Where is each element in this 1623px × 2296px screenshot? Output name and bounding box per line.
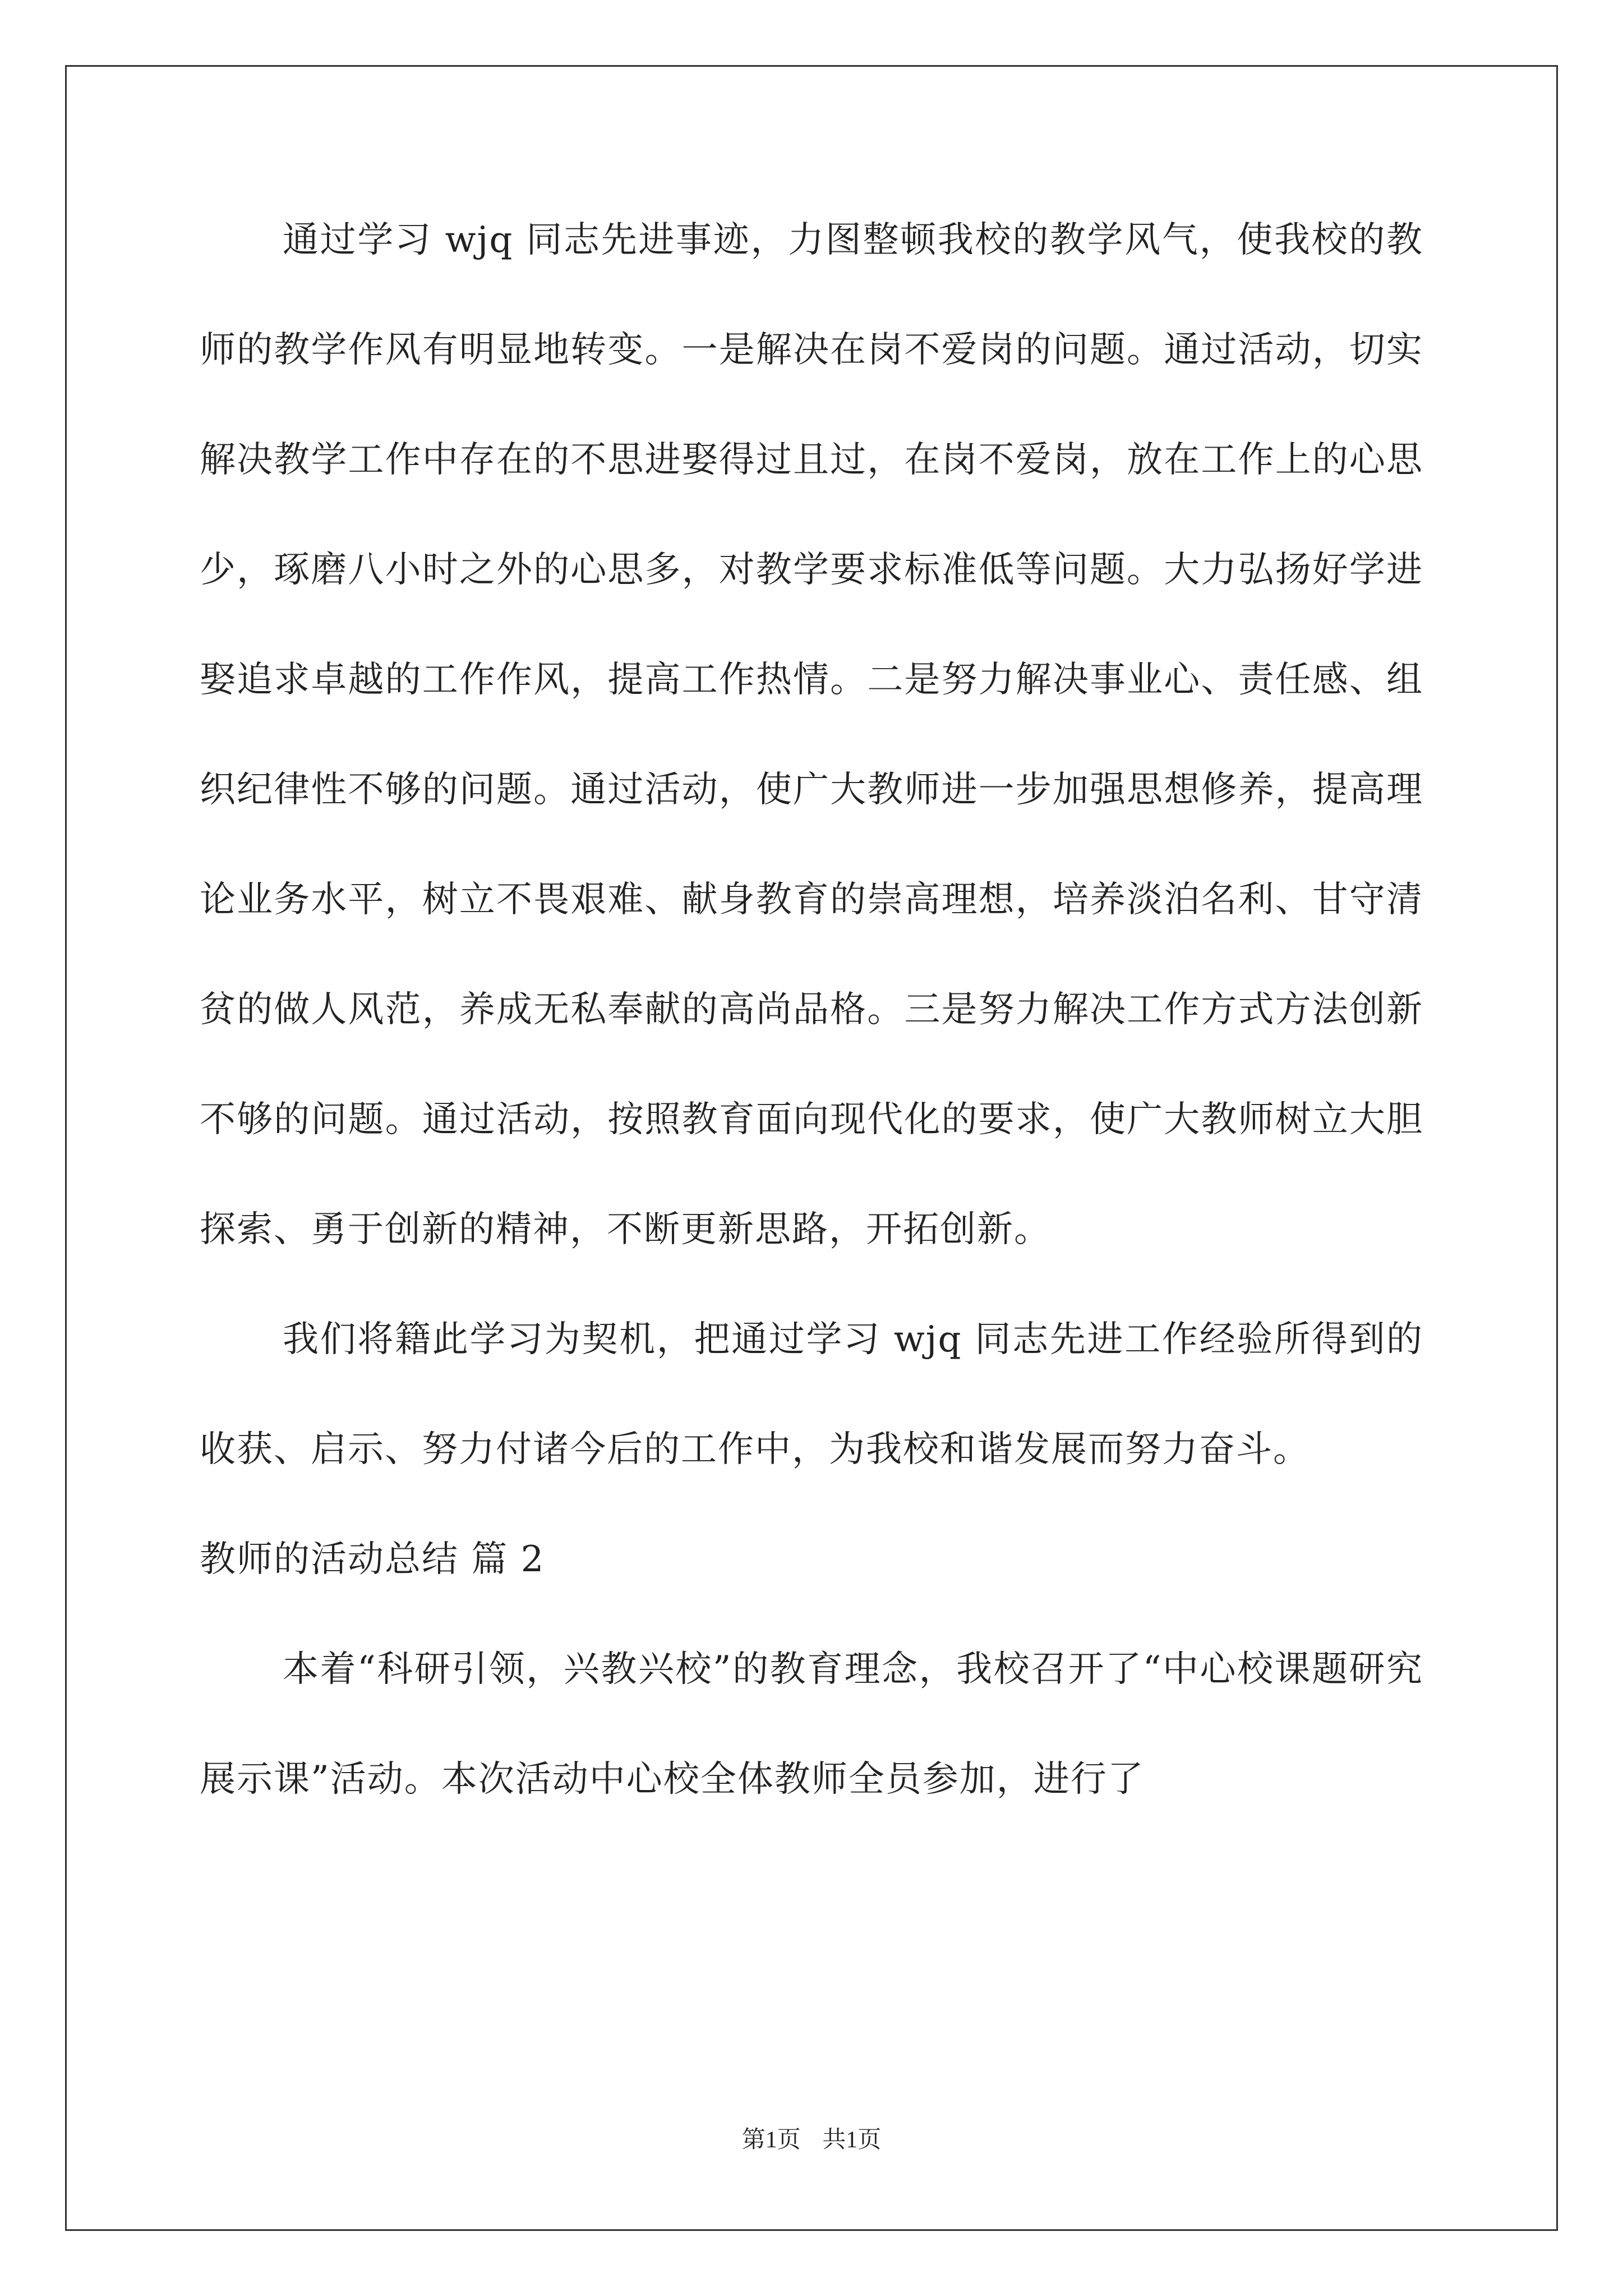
paragraph-3: 本着“科研引领，兴教兴校”的教育理念，我校召开了“中心校课题研究展示课”活动。本次活动中心校全体教师全员参加，进行了 — [200, 1649, 1423, 1800]
paragraph-1: 通过学习 wjq 同志先进事迹，力图整顿我校的教学风气，使我校的教师的教学作风有明显地转变。一是解决在岗不爱岗的问题。通过活动，切实解决教学工作中存在的不思进娶得过且过，在岗不爱岗，放在工作上的心思少，琢磨八小时之外的心思多，对教学要求标准低等问题。大力弘扬好学进娶追求卓越的工作作风，提高工作热情。二是努力解决事业心、责任感、组织纪律性不够的问题。通过活动，使广大教师进一步加强思想修养，提高理论业务水平，树立不畏艰难、献身教育的崇高理想，培养淡泊名利、甘守清贫的做人风范，养成无私奉献的高尚品格。三是努力解决工作方式方法创新不够的问题。通过活动，按照教育面向现代化的要求，使广大教师树立大胆探索、勇于创新的精神，不断更新思路，开拓创新。 — [200, 219, 1423, 1250]
paragraph-2: 我们将籍此学习为契机，把通过学习 wjq 同志先进工作经验所得到的收获、启示、努力付诸今后的工作中，为我校和谐发展而努力奋斗。 — [200, 1319, 1423, 1470]
document-body — [200, 185, 1423, 1834]
page-footer — [0, 2123, 1623, 2157]
page-number-current: 第1页 — [741, 2127, 801, 2153]
page-number-total: 共1页 — [822, 2127, 882, 2153]
section-heading: 教师的活动总结 篇 2 — [200, 1539, 545, 1580]
